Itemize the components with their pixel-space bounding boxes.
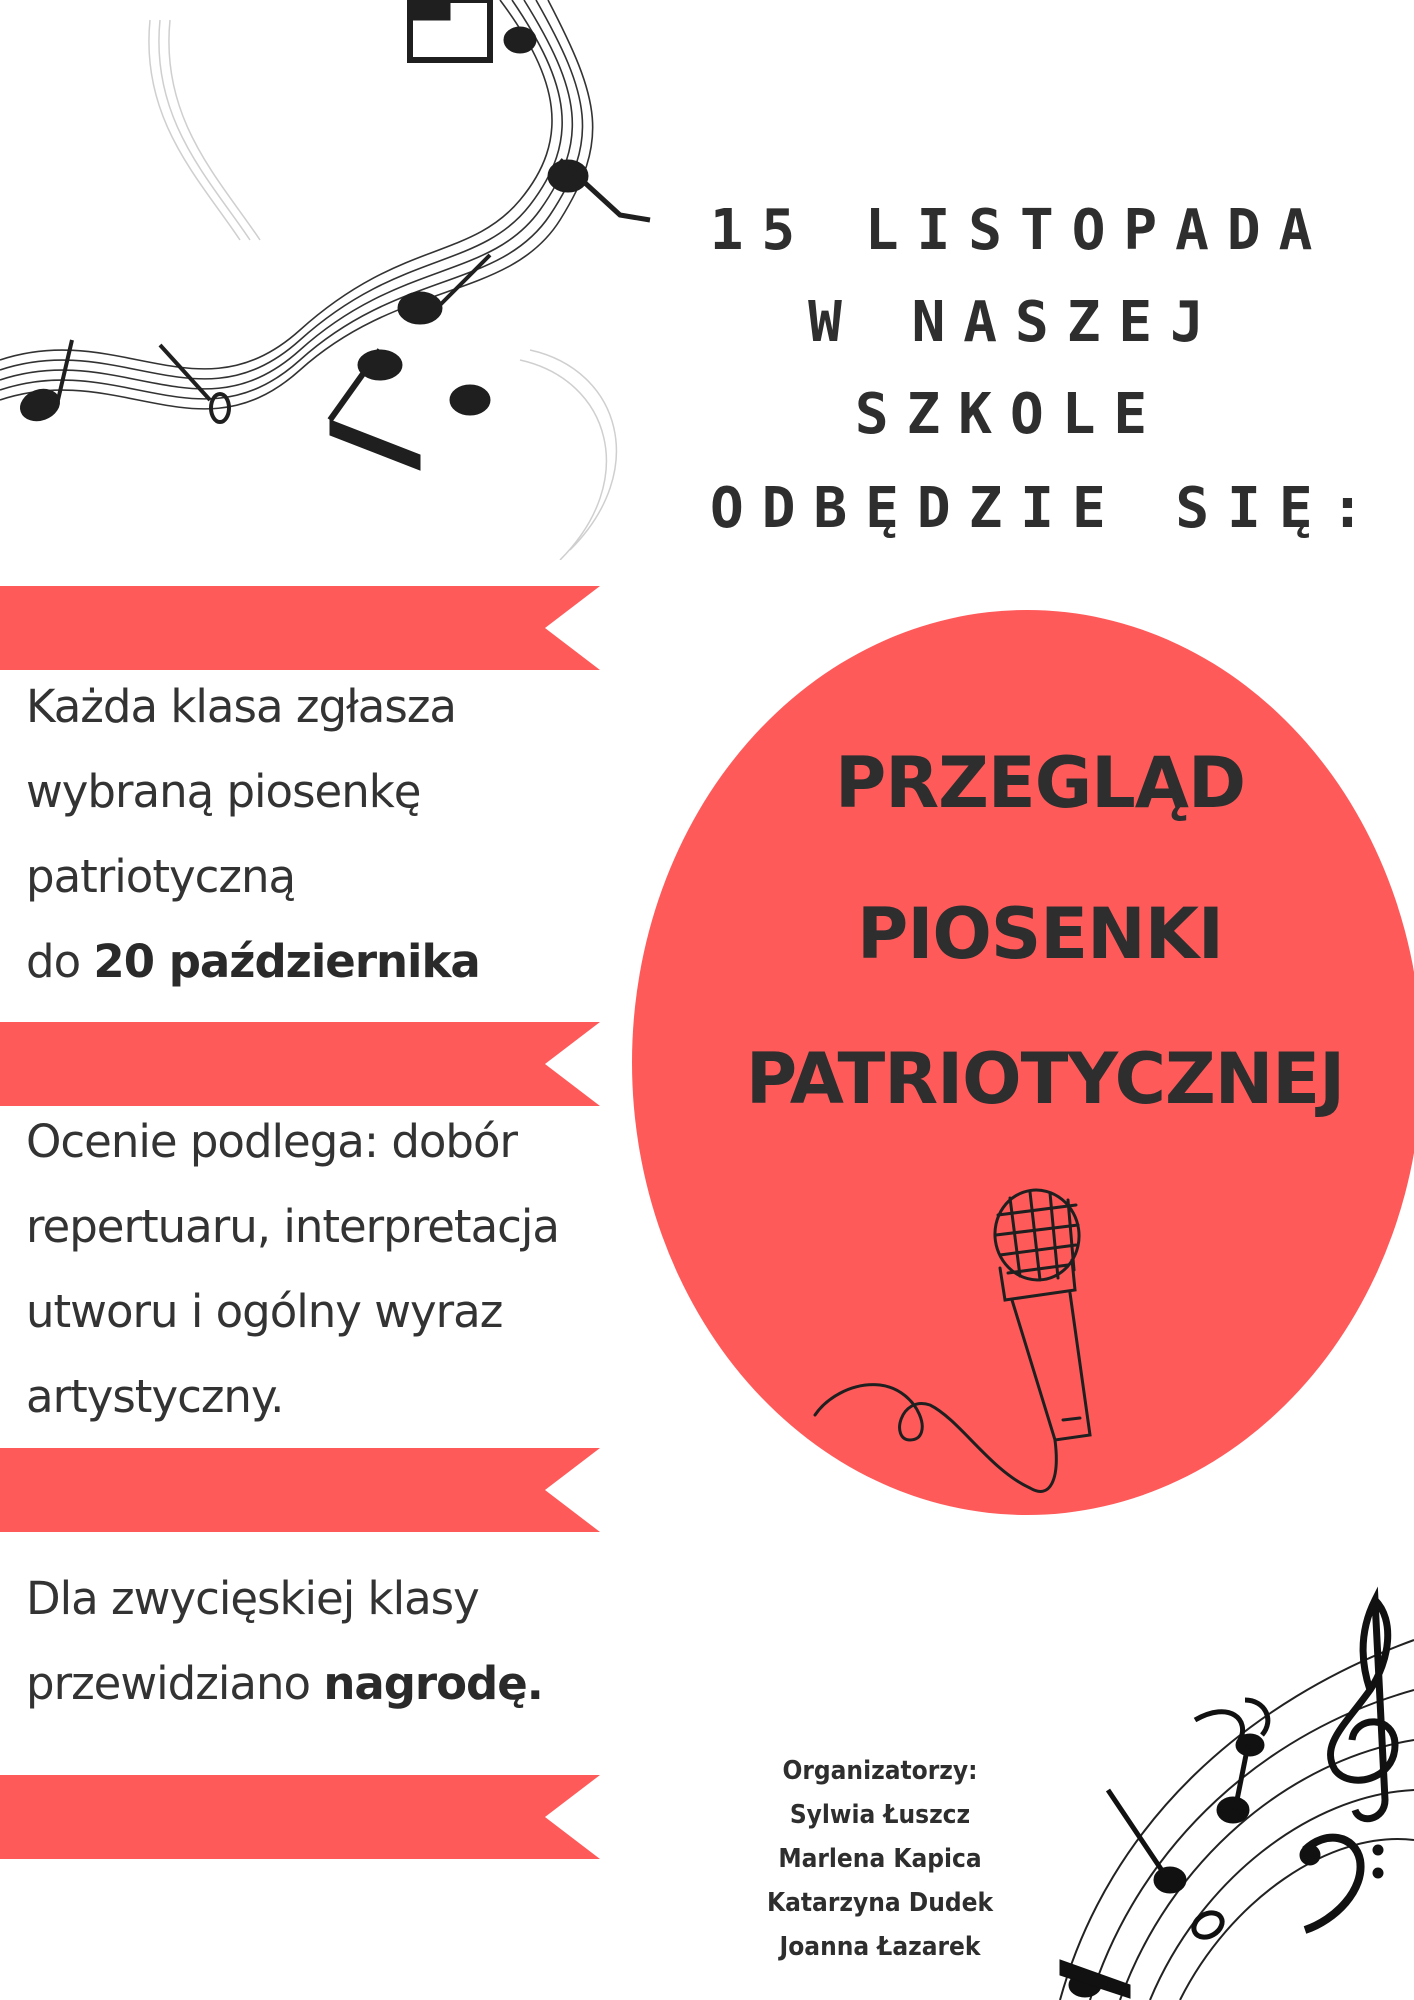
header-line-3: SZKOLE xyxy=(854,382,1166,447)
entry-line-2: wybraną piosenkę xyxy=(26,765,421,818)
criteria-line-4: artystyczny. xyxy=(26,1370,284,1423)
entry-deadline-date: 20 października xyxy=(93,935,480,988)
header-line-1: 15 LISTOPADA xyxy=(709,198,1331,263)
entry-deadline-prefix: do xyxy=(26,935,94,988)
organizer-name: Joanna Łazarek xyxy=(779,1932,981,1962)
header-line-2: W NASZEJ xyxy=(808,290,1222,355)
organizer-name: Katarzyna Dudek xyxy=(766,1888,994,1918)
organizers-heading: Organizatorzy: xyxy=(782,1756,978,1786)
criteria-line-3: utworu i ogólny wyraz xyxy=(26,1285,503,1338)
prize-prefix: przewidziano xyxy=(26,1657,324,1710)
criteria-line-1: Ocenie podlega: dobór xyxy=(26,1115,518,1168)
title-line-2: PIOSENKI xyxy=(857,893,1223,975)
criteria-line-2: repertuaru, interpretacja xyxy=(26,1200,559,1253)
prize-highlight: nagrodę. xyxy=(323,1657,543,1710)
organizer-name: Sylwia Łuszcz xyxy=(789,1800,971,1830)
organizer-name: Marlena Kapica xyxy=(778,1844,982,1874)
header-line-4: ODBĘDZIE SIĘ: xyxy=(710,476,1383,541)
title-line-1: PRZEGLĄD xyxy=(834,742,1246,824)
entry-line-3: patriotyczną xyxy=(26,850,296,903)
title-line-3: PATRIOTYCZNEJ xyxy=(745,1038,1345,1120)
entry-line-1: Każda klasa zgłasza xyxy=(26,680,457,733)
prize-line-1: Dla zwycięskiej klasy xyxy=(26,1572,479,1625)
